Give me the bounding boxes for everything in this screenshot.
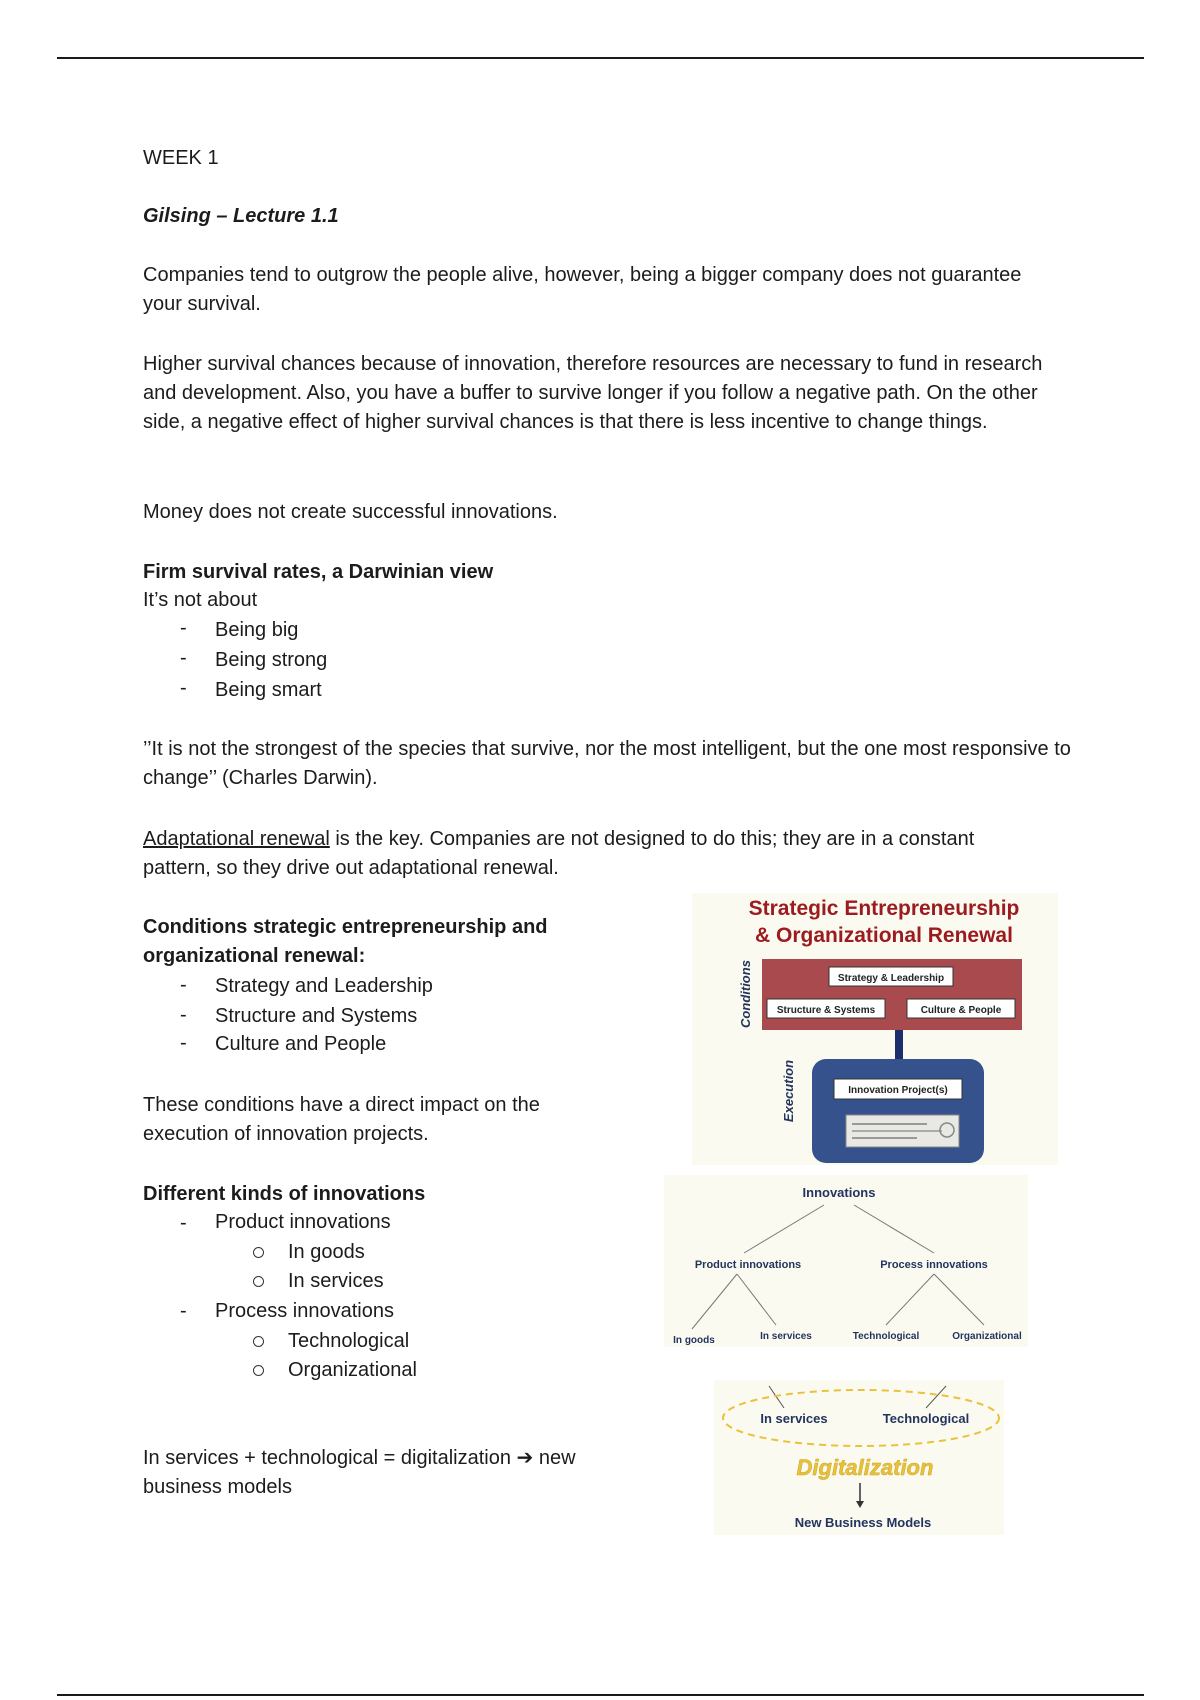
strategy-label: Strategy & Leadership (837, 973, 945, 984)
digital-bottom: New Business Models (794, 1515, 932, 1530)
lecture-title: Gilsing – Lecture 1.1 (143, 205, 339, 227)
circle-bullet-icon (253, 1276, 264, 1287)
list-item: Being strong (215, 649, 328, 671)
circle-bullet-icon (253, 1247, 264, 1258)
bullet-dash: - (180, 1032, 187, 1054)
list-item: Product innovations (215, 1211, 391, 1233)
culture-label: Culture & People (920, 1005, 1002, 1016)
conditions-label: Conditions (738, 960, 753, 1028)
bullet-dash: - (180, 617, 187, 639)
bullet-dash: - (180, 1004, 187, 1026)
innovations-heading: Different kinds of innovations (143, 1183, 426, 1205)
darwin-quote: ’’It is not the strongest of the species that survive, nor the most intelligent, but the one most responsive to change’’ (Charles Darwin). (143, 738, 1071, 789)
digital-right: Technological (882, 1411, 970, 1426)
renewal-rest: is the key. Companies are not designed to do this; they are in a constant pattern, so they drive out adaptational renewal. (143, 828, 975, 879)
tree-leaf: In goods (673, 1335, 715, 1346)
circle-bullet-icon (253, 1336, 264, 1347)
list-item: Being big (215, 619, 299, 641)
bullet-dash: - (180, 677, 187, 699)
renewal-diagram (692, 893, 1058, 1165)
list-item: Culture and People (215, 1033, 387, 1055)
list-subitem: In goods (288, 1241, 365, 1263)
bullet-dash: - (180, 974, 187, 996)
tree-process-node: Process innovations (880, 1259, 988, 1271)
paragraph-3: Money does not create successful innovations. (143, 501, 558, 523)
tree-product-node: Product innovations (694, 1259, 802, 1271)
bullet-dash: - (180, 1212, 187, 1234)
innovations-tree-diagram (664, 1175, 1028, 1347)
digital-center: Digitalization (796, 1455, 934, 1480)
list-subitem: Organizational (288, 1359, 417, 1381)
darwin-intro: It’s not about (143, 589, 258, 611)
renewal-term: Adaptational renewal (143, 828, 330, 850)
list-item: Strategy and Leadership (215, 975, 433, 997)
tree-root: Innovations (802, 1185, 876, 1200)
tree-leaf: In services (760, 1331, 812, 1342)
list-subitem: In services (288, 1270, 384, 1292)
digitalization-text: In services + technological = digitalization ➔ new business models (143, 1447, 576, 1498)
tree-leaf: Technological (852, 1331, 920, 1342)
structure-label: Structure & Systems (776, 1005, 876, 1016)
conditions-heading: Conditions strategic entrepreneurship and organizational renewal: (143, 916, 548, 967)
projects-label: Innovation Project(s) (848, 1085, 948, 1096)
digital-left: In services (760, 1411, 828, 1426)
arrow-shaft (895, 1030, 903, 1064)
circle-bullet-icon (253, 1365, 264, 1376)
top-rule (57, 57, 1144, 59)
darwin-heading: Firm survival rates, a Darwinian view (143, 561, 494, 583)
tree-leaf: Organizational (952, 1331, 1022, 1342)
conditions-impact: These conditions have a direct impact on the execution of innovation projects. (143, 1094, 540, 1145)
list-subitem: Technological (288, 1330, 410, 1352)
list-item: Being smart (215, 679, 322, 701)
diagram-title-line2: & Organizational Renewal (755, 924, 1013, 947)
list-item: Process innovations (215, 1300, 394, 1322)
execution-label: Execution (781, 1059, 796, 1123)
bullet-dash: - (180, 1300, 187, 1322)
paragraph-2: Higher survival chances because of innovation, therefore resources are necessary to fund in research and development. Also, you have a buffer to survive longer if you follow a negative path. On the other side, a negative effect of higher survival chances is that there is less incentive to change things. (143, 353, 1043, 433)
bottom-rule (57, 1694, 1144, 1696)
diagram-title-line1: Strategic Entrepreneurship (748, 897, 1020, 920)
renewal-paragraph (143, 825, 1003, 883)
paragraph-1: Companies tend to outgrow the people alive, however, being a bigger company does not guarantee your survival. (143, 264, 1022, 315)
digitalization-diagram (714, 1380, 1004, 1535)
week-label: WEEK 1 (143, 147, 219, 169)
list-item: Structure and Systems (215, 1005, 418, 1027)
bullet-dash: - (180, 647, 187, 669)
